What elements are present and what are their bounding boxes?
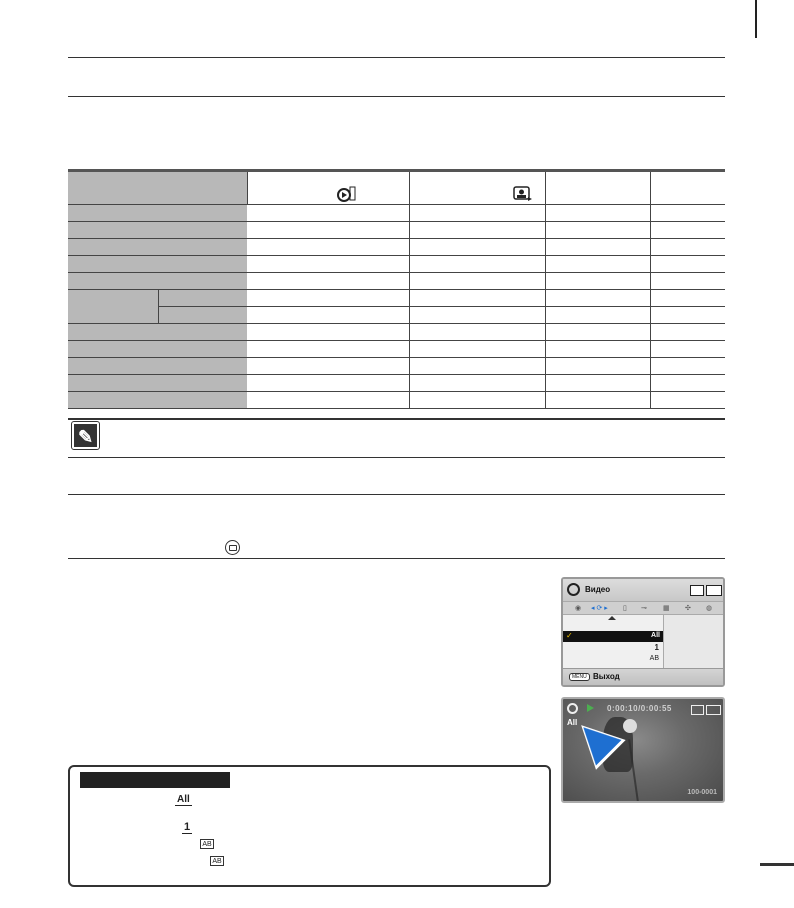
table-cell: [545, 307, 650, 324]
menu-button-icon: [225, 540, 240, 555]
row-label: [68, 392, 247, 409]
page-edge-line: [755, 0, 757, 38]
table-row: [68, 256, 725, 273]
section-rule: [68, 96, 725, 97]
table-cell: [247, 222, 409, 239]
table-cell: [545, 273, 650, 290]
video-mode-icon: [567, 703, 578, 714]
repeat-all-icon: All: [177, 794, 190, 805]
table-cell: [545, 222, 650, 239]
table-header-col5: [650, 171, 725, 205]
table-cell: [545, 324, 650, 341]
section-rule: [68, 457, 725, 458]
table-cell: [409, 375, 545, 392]
camera-menu-titlebar: [563, 579, 723, 601]
table-row: [68, 205, 725, 222]
repeat-ab-icon: AB: [210, 856, 224, 866]
table-cell: [409, 341, 545, 358]
section-rule: [68, 57, 725, 58]
tab-icon[interactable]: ▯: [623, 605, 627, 612]
row-label: [68, 341, 247, 358]
menu-button[interactable]: MENU: [569, 673, 590, 681]
table-cell: [650, 307, 725, 324]
section-rule: [68, 558, 725, 559]
table-cell: [247, 324, 409, 341]
table-row: [68, 307, 725, 324]
row-group-label: [68, 290, 158, 324]
repeat-all-icon: All: [651, 632, 660, 639]
table-row: [68, 222, 725, 239]
table-cell: [247, 307, 409, 324]
table-row: [68, 392, 725, 409]
table-cell: [409, 358, 545, 375]
table-header-label: [68, 171, 247, 205]
exit-label: Выход: [593, 672, 620, 681]
table-cell: [409, 290, 545, 307]
camera-menu-tabs[interactable]: [563, 601, 723, 615]
camera-menu-options: [563, 615, 664, 669]
table-cell: [545, 392, 650, 409]
option-box-header: [80, 772, 230, 788]
table-cell: [409, 222, 545, 239]
video-mode-icon: [567, 583, 580, 596]
photo-play-icon: [513, 186, 533, 202]
table-row: [68, 239, 725, 256]
repeat-one-icon: 1: [184, 821, 191, 833]
feature-table: [68, 169, 725, 409]
table-cell: [545, 375, 650, 392]
table-header-row: [68, 171, 725, 205]
table-cell: [545, 290, 650, 307]
table-cell: [247, 392, 409, 409]
table-cell: [409, 392, 545, 409]
file-number: 100-0001: [687, 789, 717, 796]
table-cell: [650, 324, 725, 341]
section-rule: [68, 494, 725, 495]
checkmark-icon: ✓: [566, 631, 573, 640]
table-cell: [247, 273, 409, 290]
table-row: [68, 375, 725, 392]
battery-icon: [706, 585, 722, 596]
repeat-all-icon: All: [567, 718, 578, 727]
table-cell: [650, 290, 725, 307]
table-cell: [545, 256, 650, 273]
tab-icon[interactable]: ◍: [706, 605, 713, 612]
table-cell: [650, 375, 725, 392]
scroll-up-icon[interactable]: [608, 616, 616, 620]
table-row: [68, 358, 725, 375]
page-number-mark: [760, 863, 794, 866]
note-separator: [68, 418, 725, 420]
row-label: [68, 273, 247, 290]
table-cell: [650, 358, 725, 375]
table-cell: [650, 392, 725, 409]
table-header-photo: [409, 171, 545, 205]
table-header-col4: [545, 171, 650, 205]
camera-menu-title: Видео: [585, 585, 611, 594]
tab-icon[interactable]: ▦: [663, 605, 670, 612]
camera-menu-footer: [563, 668, 723, 685]
table-cell: [545, 205, 650, 222]
table-cell: [650, 273, 725, 290]
table-cell: [247, 256, 409, 273]
table-cell: [409, 205, 545, 222]
row-label: [68, 324, 247, 341]
tab-icon[interactable]: ⊸: [641, 605, 647, 612]
table-cell: [409, 273, 545, 290]
table-cell: [247, 358, 409, 375]
row-label: [68, 375, 247, 392]
video-play-icon: [336, 186, 356, 202]
row-sub-label: [158, 307, 247, 324]
table-cell: [247, 375, 409, 392]
table-cell: [409, 307, 545, 324]
table-cell: [409, 324, 545, 341]
row-label: [68, 358, 247, 375]
tab-icon[interactable]: ◉: [575, 605, 582, 612]
repeat-ab-icon: AB: [200, 839, 214, 849]
table-row: [68, 324, 725, 341]
table-cell: [545, 358, 650, 375]
table-cell: [247, 239, 409, 256]
table-cell: [247, 205, 409, 222]
menu-option-selected[interactable]: [563, 631, 663, 642]
table-cell: [409, 256, 545, 273]
battery-icon: [706, 705, 721, 715]
row-label: [68, 205, 247, 222]
repeat-ab-icon[interactable]: AB: [649, 655, 659, 662]
tab-icon[interactable]: ✣: [685, 605, 691, 612]
timecode: 0:00:10/0:00:55: [607, 704, 672, 713]
table-header-video: [247, 171, 409, 205]
tab-icon-selected[interactable]: ◂ ⟳ ▸: [591, 605, 608, 612]
repeat-one-icon[interactable]: 1: [654, 643, 659, 652]
table-cell: [545, 341, 650, 358]
option-box: [68, 765, 551, 887]
play-icon: [587, 704, 594, 712]
player-figure-head: [623, 719, 637, 733]
table-cell: [247, 341, 409, 358]
table-cell: [650, 341, 725, 358]
table-row: [68, 290, 725, 307]
table-row: [68, 341, 725, 358]
table-cell: [247, 290, 409, 307]
row-sub-label: [158, 290, 247, 307]
table-cell: [650, 205, 725, 222]
table-cell: [650, 222, 725, 239]
memory-card-icon: [691, 705, 704, 715]
table-row: [68, 273, 725, 290]
table-cell: [409, 239, 545, 256]
note-pencil-icon: ✎: [72, 422, 99, 449]
table-cell: [545, 239, 650, 256]
table-cell: [650, 239, 725, 256]
table-cell: [650, 256, 725, 273]
row-label: [68, 222, 247, 239]
row-label: [68, 256, 247, 273]
memory-card-icon: [690, 585, 704, 596]
camera-menu-screen: [561, 577, 725, 687]
row-label: [68, 239, 247, 256]
